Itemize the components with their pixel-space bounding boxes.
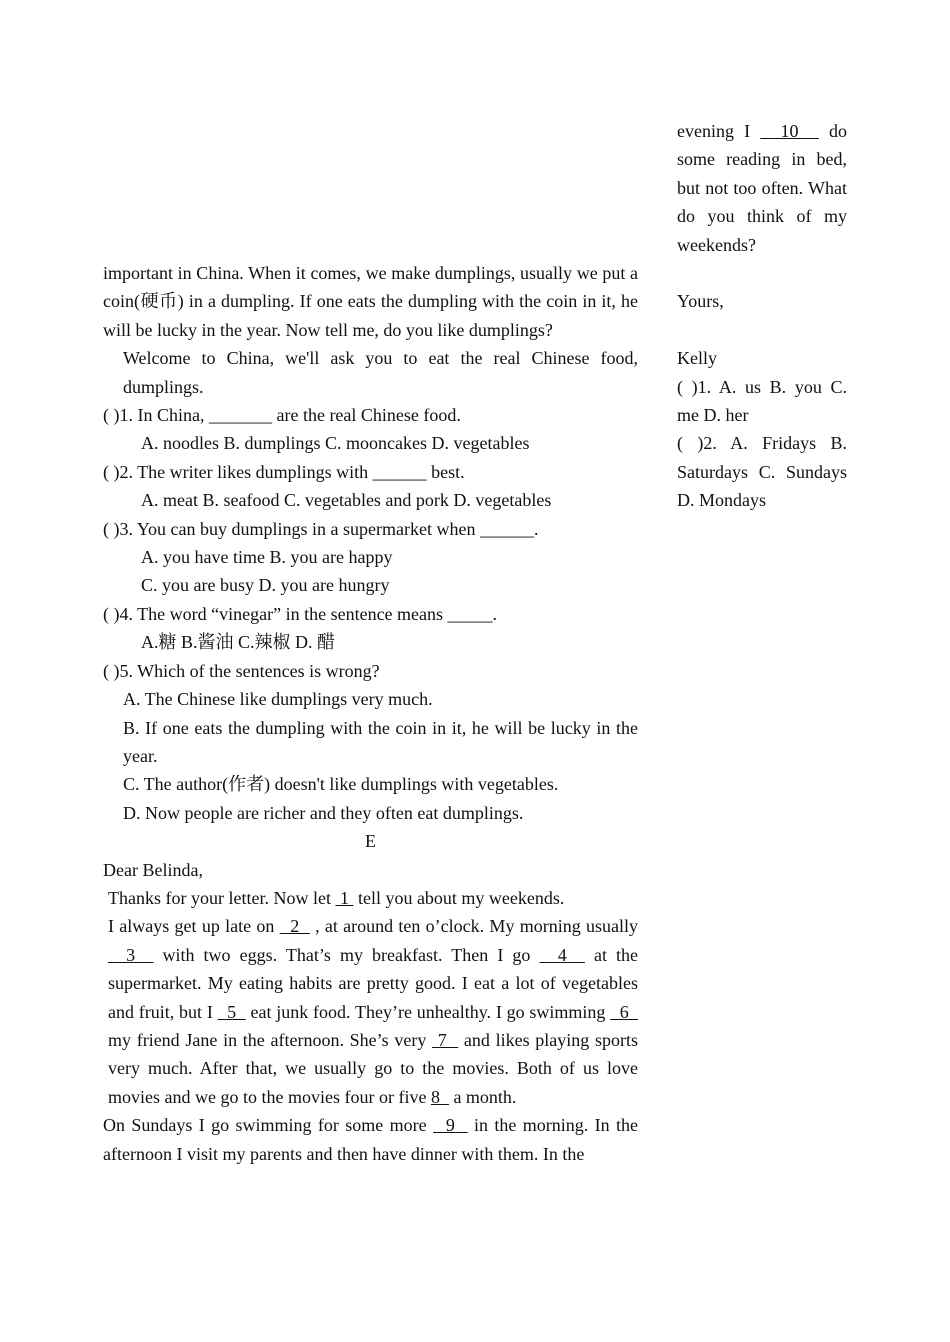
letter-text: at the supermarket. My eating habits are pretty good. I eat a lot of vegetables and fruit, but I — [108, 944, 639, 1022]
question-4: ( )4. The word “vinegar” in the sentence means _____. — [103, 603, 498, 624]
letter-text: tell you about my weekends. — [353, 887, 565, 908]
question-3: ( )3. You can buy dumplings in a supermarket when ______. — [103, 518, 539, 539]
letter-text: Thanks for your letter. Now let — [108, 887, 336, 908]
letter-text: and likes playing sports very much. After that, we usually go to the movies. Both of us love movies and we go to the movies four or five — [108, 1029, 638, 1107]
question-4-options: A.糖 B.酱油 C.辣椒 D. 醋 — [141, 632, 336, 653]
blank-1: 1 — [335, 887, 354, 908]
letter-paragraph-3 — [103, 1111, 638, 1168]
passage-d-paragraph-1: important in China. When it comes, we make dumplings, usually we put a coin(硬币) in a dumpling. If one eats the dumpling with the coin in it, he will be lucky in the year. Now tell me, do you like dumplings? — [103, 263, 638, 340]
letter-paragraph-2 — [103, 912, 638, 1111]
passage-d-paragraph-2: Welcome to China, we'll ask you to eat the real Chinese food, dumplings. — [123, 348, 638, 397]
question-3-options-a: A. you have time B. you are happy — [141, 547, 393, 568]
letter-paragraph-1 — [103, 884, 638, 912]
e-question-2: ( )2. A. Fridays B. Saturdays C. Sundays D. Mondays — [677, 433, 847, 511]
letter-text: a month. — [448, 1086, 517, 1107]
question-5-option-a: A. The Chinese like dumplings very much. — [123, 689, 433, 710]
spacer — [677, 316, 847, 344]
letter-closing: Yours, — [677, 291, 724, 312]
blank-3: 3 — [108, 944, 154, 965]
letter-paragraph-3-continued — [677, 117, 847, 259]
spacer — [677, 259, 847, 287]
e-question-1: ( )1. A. us B. you C. me D. her — [677, 376, 847, 426]
right-column — [677, 117, 847, 515]
question-5-option-d: D. Now people are richer and they often eat dumplings. — [123, 802, 524, 823]
letter-text: in the morning. In the afternoon I visit my parents and then have dinner with them. In the — [103, 1115, 639, 1164]
blank-8: 8 — [430, 1086, 449, 1107]
blank-10: 10 — [760, 121, 819, 141]
blank-4: 4 — [539, 944, 585, 965]
blank-7: 7 — [432, 1029, 459, 1050]
section-e-title: E — [365, 831, 376, 852]
letter-text: evening I — [677, 121, 761, 141]
question-5-option-c: C. The author(作者) doesn't like dumplings with vegetables. — [123, 774, 559, 795]
letter-text: eat junk food. They’re unhealthy. I go swimming — [245, 1001, 611, 1022]
question-5: ( )5. Which of the sentences is wrong? — [103, 660, 380, 681]
blank-5: 5 — [217, 1001, 246, 1022]
letter-signature: Kelly — [677, 348, 717, 369]
left-column — [103, 259, 638, 1168]
letter-greeting: Dear Belinda, — [103, 859, 203, 880]
blank-6: 6 — [610, 1001, 638, 1022]
question-2: ( )2. The writer likes dumplings with ______ best. — [103, 461, 465, 482]
letter-text: , at around ten o’clock. My morning usually — [309, 916, 639, 937]
letter-text: I always get up late on — [108, 916, 280, 937]
letter-text: On Sundays I go swimming for some more — [103, 1115, 434, 1136]
question-2-options: A. meat B. seafood C. vegetables and pork D. vegetables — [141, 490, 552, 511]
letter-text: my friend Jane in the afternoon. She’s very — [108, 1029, 433, 1050]
question-1-options: A. noodles B. dumplings C. mooncakes D. vegetables — [141, 433, 530, 454]
letter-text: with two eggs. That’s my breakfast. Then I go — [153, 944, 540, 965]
question-1: ( )1. In China, _______ are the real Chinese food. — [103, 405, 461, 426]
question-5-option-b: B. If one eats the dumpling with the coin in it, he will be lucky in the year. — [123, 717, 638, 766]
question-3-options-b: C. you are busy D. you are hungry — [141, 575, 390, 596]
blank-9: 9 — [433, 1115, 468, 1136]
letter-text: do some reading in bed, but not too often. What do you think of my weekends? — [677, 121, 848, 255]
blank-2: 2 — [279, 916, 310, 937]
